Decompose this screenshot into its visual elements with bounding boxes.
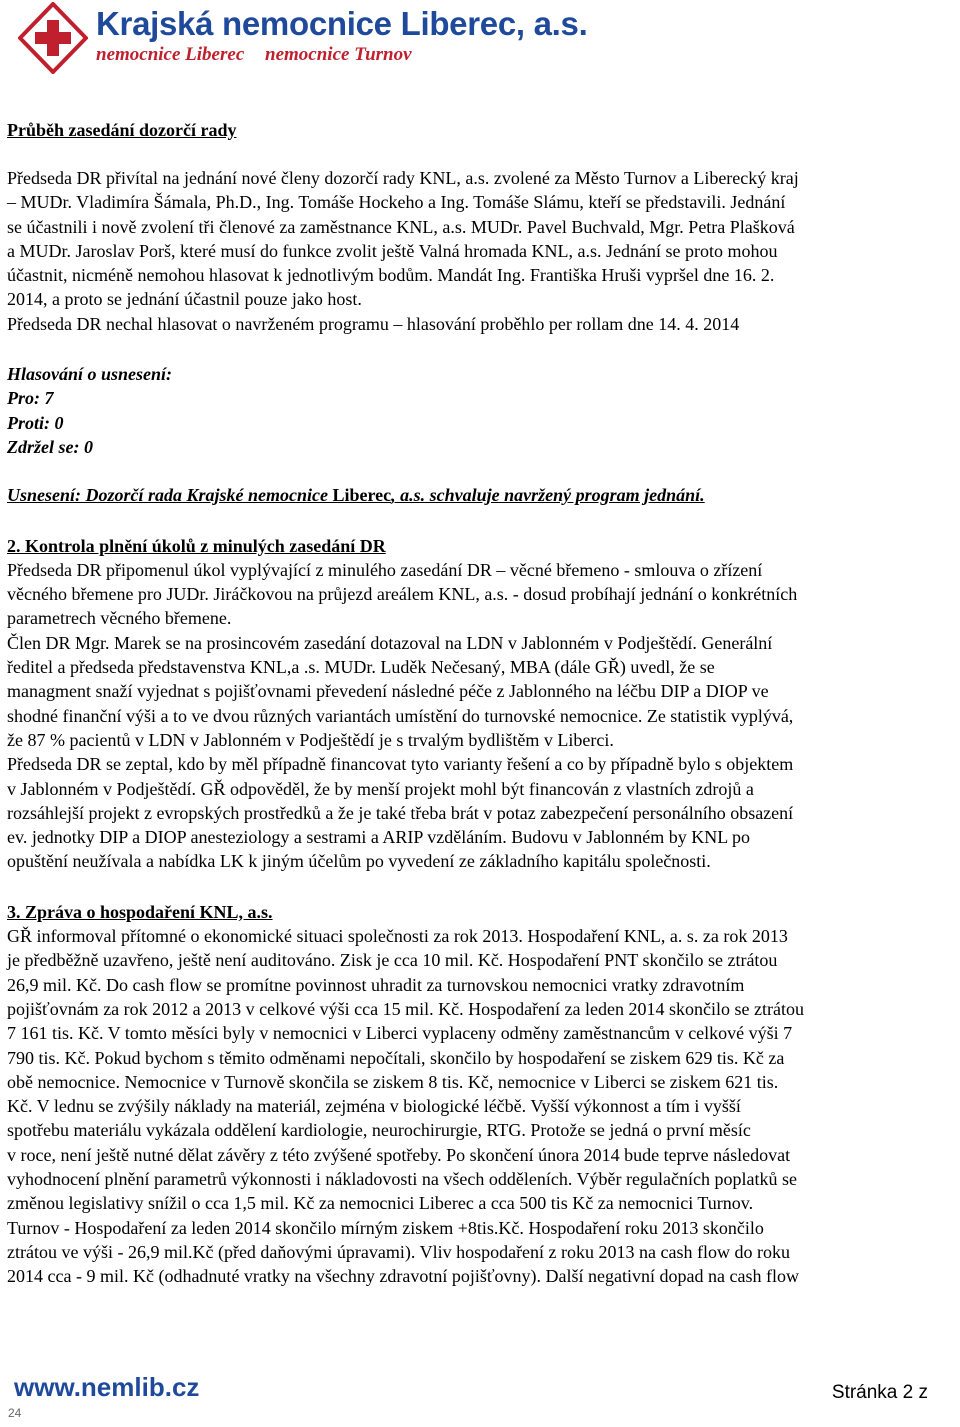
section-2-body — [7, 558, 955, 874]
text-line: se účastnili i nově zvolení tři členové za zaměstnance KNL, a.s. MUDr. Pavel Buchvald, Mgr. Petra Plašková — [7, 216, 795, 237]
text-line: ředitel a předseda představenstva KNL,a .s. MUDr. Luděk Nečesaný, MBA (dále GŘ) uvedl, že se — [7, 657, 715, 678]
resolution-part: Liberec — [332, 485, 392, 506]
text-line: Kč. V lednu se zvýšily náklady na materiál, zejména v biologické léčbě. Vyšší výkonnost a tím i vyšší — [7, 1096, 741, 1117]
text-line: shodné finanční výši a to ve dvou různých variantách umístění do turnovské nemocnice. Ze statistik vyplývá, — [7, 705, 794, 726]
text-line: Člen DR Mgr. Marek se na prosincovém zasedání dotazoval na LDN v Jablonném v Podještědí. Generální — [7, 632, 773, 653]
text-line: managment snaží vyjednat s pojišťovnami převedení následné péče z Jablonného na léčbu DIP a DIOP ve — [7, 681, 769, 702]
subtitle-turnov: nemocnice Turnov — [265, 44, 412, 65]
text-line: a MUDr. Jaroslav Porš, které musí do funkce zvolit ještě Valná hromada KNL, a.s. Jednání se proto mohou — [7, 240, 778, 261]
text-line: je předběžně uzavřeno, ještě není auditováno. Zisk je cca 10 mil. Kč. Hospodaření PNT skončilo se ztrátou — [7, 950, 778, 971]
text-line: parametrech věcného břemene. — [7, 608, 232, 629]
text-line: rozsáhlejší projekt z evropských prostředků a že je také třeba brát v potaz zabezpečení personálního obsazení — [7, 802, 794, 823]
text-line: opuštění neužívala a nabídka LK k jiným účelům po vyvedení ze základního kapitálu společnosti. — [7, 851, 711, 872]
text-line: spotřebu materiálu vykázala oddělení kardiologie, neurochirurgie, RTG. Protože se jedná o první měsíc — [7, 1120, 751, 1141]
text-line: Předseda DR nechal hlasovat o navrženém programu – hlasování proběhlo per rollam dne 14. 4. 2014 — [7, 313, 740, 334]
text-line: 790 tis. Kč. Pokud bychom s těmito odměnami nepočítali, skončilo by hospodaření se ziskem 629 tis. Kč za — [7, 1047, 785, 1068]
text-line: Předseda DR se zeptal, kdo by měl případně financovat tyto varianty řešení a co by případně bylo s objektem — [7, 754, 794, 775]
vote-heading: Hlasování o usnesení: — [7, 364, 173, 385]
text-line: ev. jednotky DIP a DIOP anesteziology a sestrami a ARIP vzděláním. Budovu v Jablonném by KNL po — [7, 827, 751, 848]
document-body — [7, 118, 955, 1288]
vote-block — [7, 362, 955, 459]
text-line: GŘ informoval přítomné o ekonomické situaci společnosti za rok 2013. Hospodaření KNL, a. s. za rok 2013 — [7, 926, 788, 947]
text-line: 2014 cca - 9 mil. Kč (odhadnuté vratky na všechny zdravotní pojišťovny). Další negativní dopad na cash flow — [7, 1266, 799, 1287]
text-line: změnou legislativy snížil o cca 1,5 mil. Kč za nemocnici Liberec a cca 500 tis Kč za nemocnici Turnov. — [7, 1193, 754, 1214]
text-line: 26,9 mil. Kč. Do cash flow se promítne povinnost uhradit za turnovskou nemocnici vratky zdravotním — [7, 974, 745, 995]
page-header — [0, 0, 960, 80]
text-line: v roce, není ještě nutné dělat závěry z této zvýšené spotřeby. Po skončení února 2014 bude teprve následovat — [7, 1144, 791, 1165]
text-line: že 87 % pacientů v LDN v Jablonném v Podještědí je s trvalým bydlištěm v Liberci. — [7, 729, 614, 750]
vote-zdrzel: Zdržel se: 0 — [7, 436, 93, 457]
text-line: 7 161 tis. Kč. V tomto měsíci byly v nemocnici v Liberci vyplaceny odměny zaměstnancům v celkové výši 7 — [7, 1023, 793, 1044]
text-line: Předseda DR připomenul úkol vyplývající z minulého zasedání DR – věcné břemeno - smlouva o zřízení — [7, 559, 763, 580]
resolution-part: , a.s. schvaluje navržený program jednání. — [391, 485, 705, 506]
section-title: Průběh zasedání dozorčí rady — [7, 120, 237, 140]
red-cross-logo-icon — [18, 2, 88, 74]
text-line: Turnov - Hospodaření za leden 2014 skončilo mírným ziskem +8tis.Kč. Hospodaření roku 2013 skončilo — [7, 1217, 764, 1238]
resolution-part: Usnesení: Dozorčí rada Krajské nemocnice — [7, 485, 333, 506]
text-line: účastnit, nicméně nemohou hlasovat k jednotlivým bodům. Mandát Ing. Františka Hruši vypršel dne 16. 2. — [7, 265, 775, 286]
intro-paragraph — [7, 166, 955, 336]
resolution-text — [7, 483, 955, 507]
section-heading-2: 2. Kontrola plnění úkolů z minulých zasedání DR — [7, 535, 386, 556]
footer-website-link[interactable]: www.nemlib.cz — [14, 1372, 200, 1402]
section-3-body — [7, 924, 955, 1288]
text-line: 2014, a proto se jednání účastnil pouze jako host. — [7, 289, 362, 310]
organization-subtitle — [96, 44, 428, 66]
text-line: věcného břemene pro JUDr. Jiráčkovou na průjezd areálem KNL, a.s. - dosud probíhají jednání o konkrétních — [7, 584, 798, 605]
text-line: obě nemocnice. Nemocnice v Turnově skončila se ziskem 8 tis. Kč, nemocnice v Liberci se ziskem 621 tis. — [7, 1071, 779, 1092]
footer-page-mark: 24 — [8, 1406, 22, 1420]
text-line: ztrátou ve výši - 26,9 mil.Kč (před daňovými úpravami). Vliv hospodaření z roku 2013 na cash flow do roku — [7, 1241, 790, 1262]
vote-proti: Proti: 0 — [7, 412, 64, 433]
text-line: – MUDr. Vladimíra Šámala, Ph.D., Ing. Tomáše Hockeho a Ing. Tomáše Slámu, kteří se představili. Jednání — [7, 192, 786, 213]
text-line: v Jablonném v Podještědí. GŘ odpověděl, že by menší projekt mohl být financován z vlastních zdrojů a — [7, 778, 754, 799]
vote-pro: Pro: 7 — [7, 388, 54, 409]
subtitle-liberec: nemocnice Liberec — [96, 44, 245, 65]
text-line: pojišťovnám za rok 2012 a 2013 v celkové výši cca 15 mil. Kč. Hospodaření za leden 2014 skončilo se ztrátou — [7, 998, 804, 1019]
section-heading-3: 3. Zpráva o hospodaření KNL, a.s. — [7, 901, 273, 922]
organization-name: Krajská nemocnice Liberec, a.s. — [96, 5, 588, 42]
text-line: vyhodnocení plnění parametrů výkonnosti i nákladovosti na všech odděleních. Výběr regulačních poplatků se — [7, 1168, 797, 1189]
page-number: Stránka 2 z — [831, 1382, 928, 1403]
text-line: Předseda DR přivítal na jednání nové členy dozorčí rady KNL, a.s. zvolené za Město Turnov a Liberecký kraj — [7, 168, 799, 188]
